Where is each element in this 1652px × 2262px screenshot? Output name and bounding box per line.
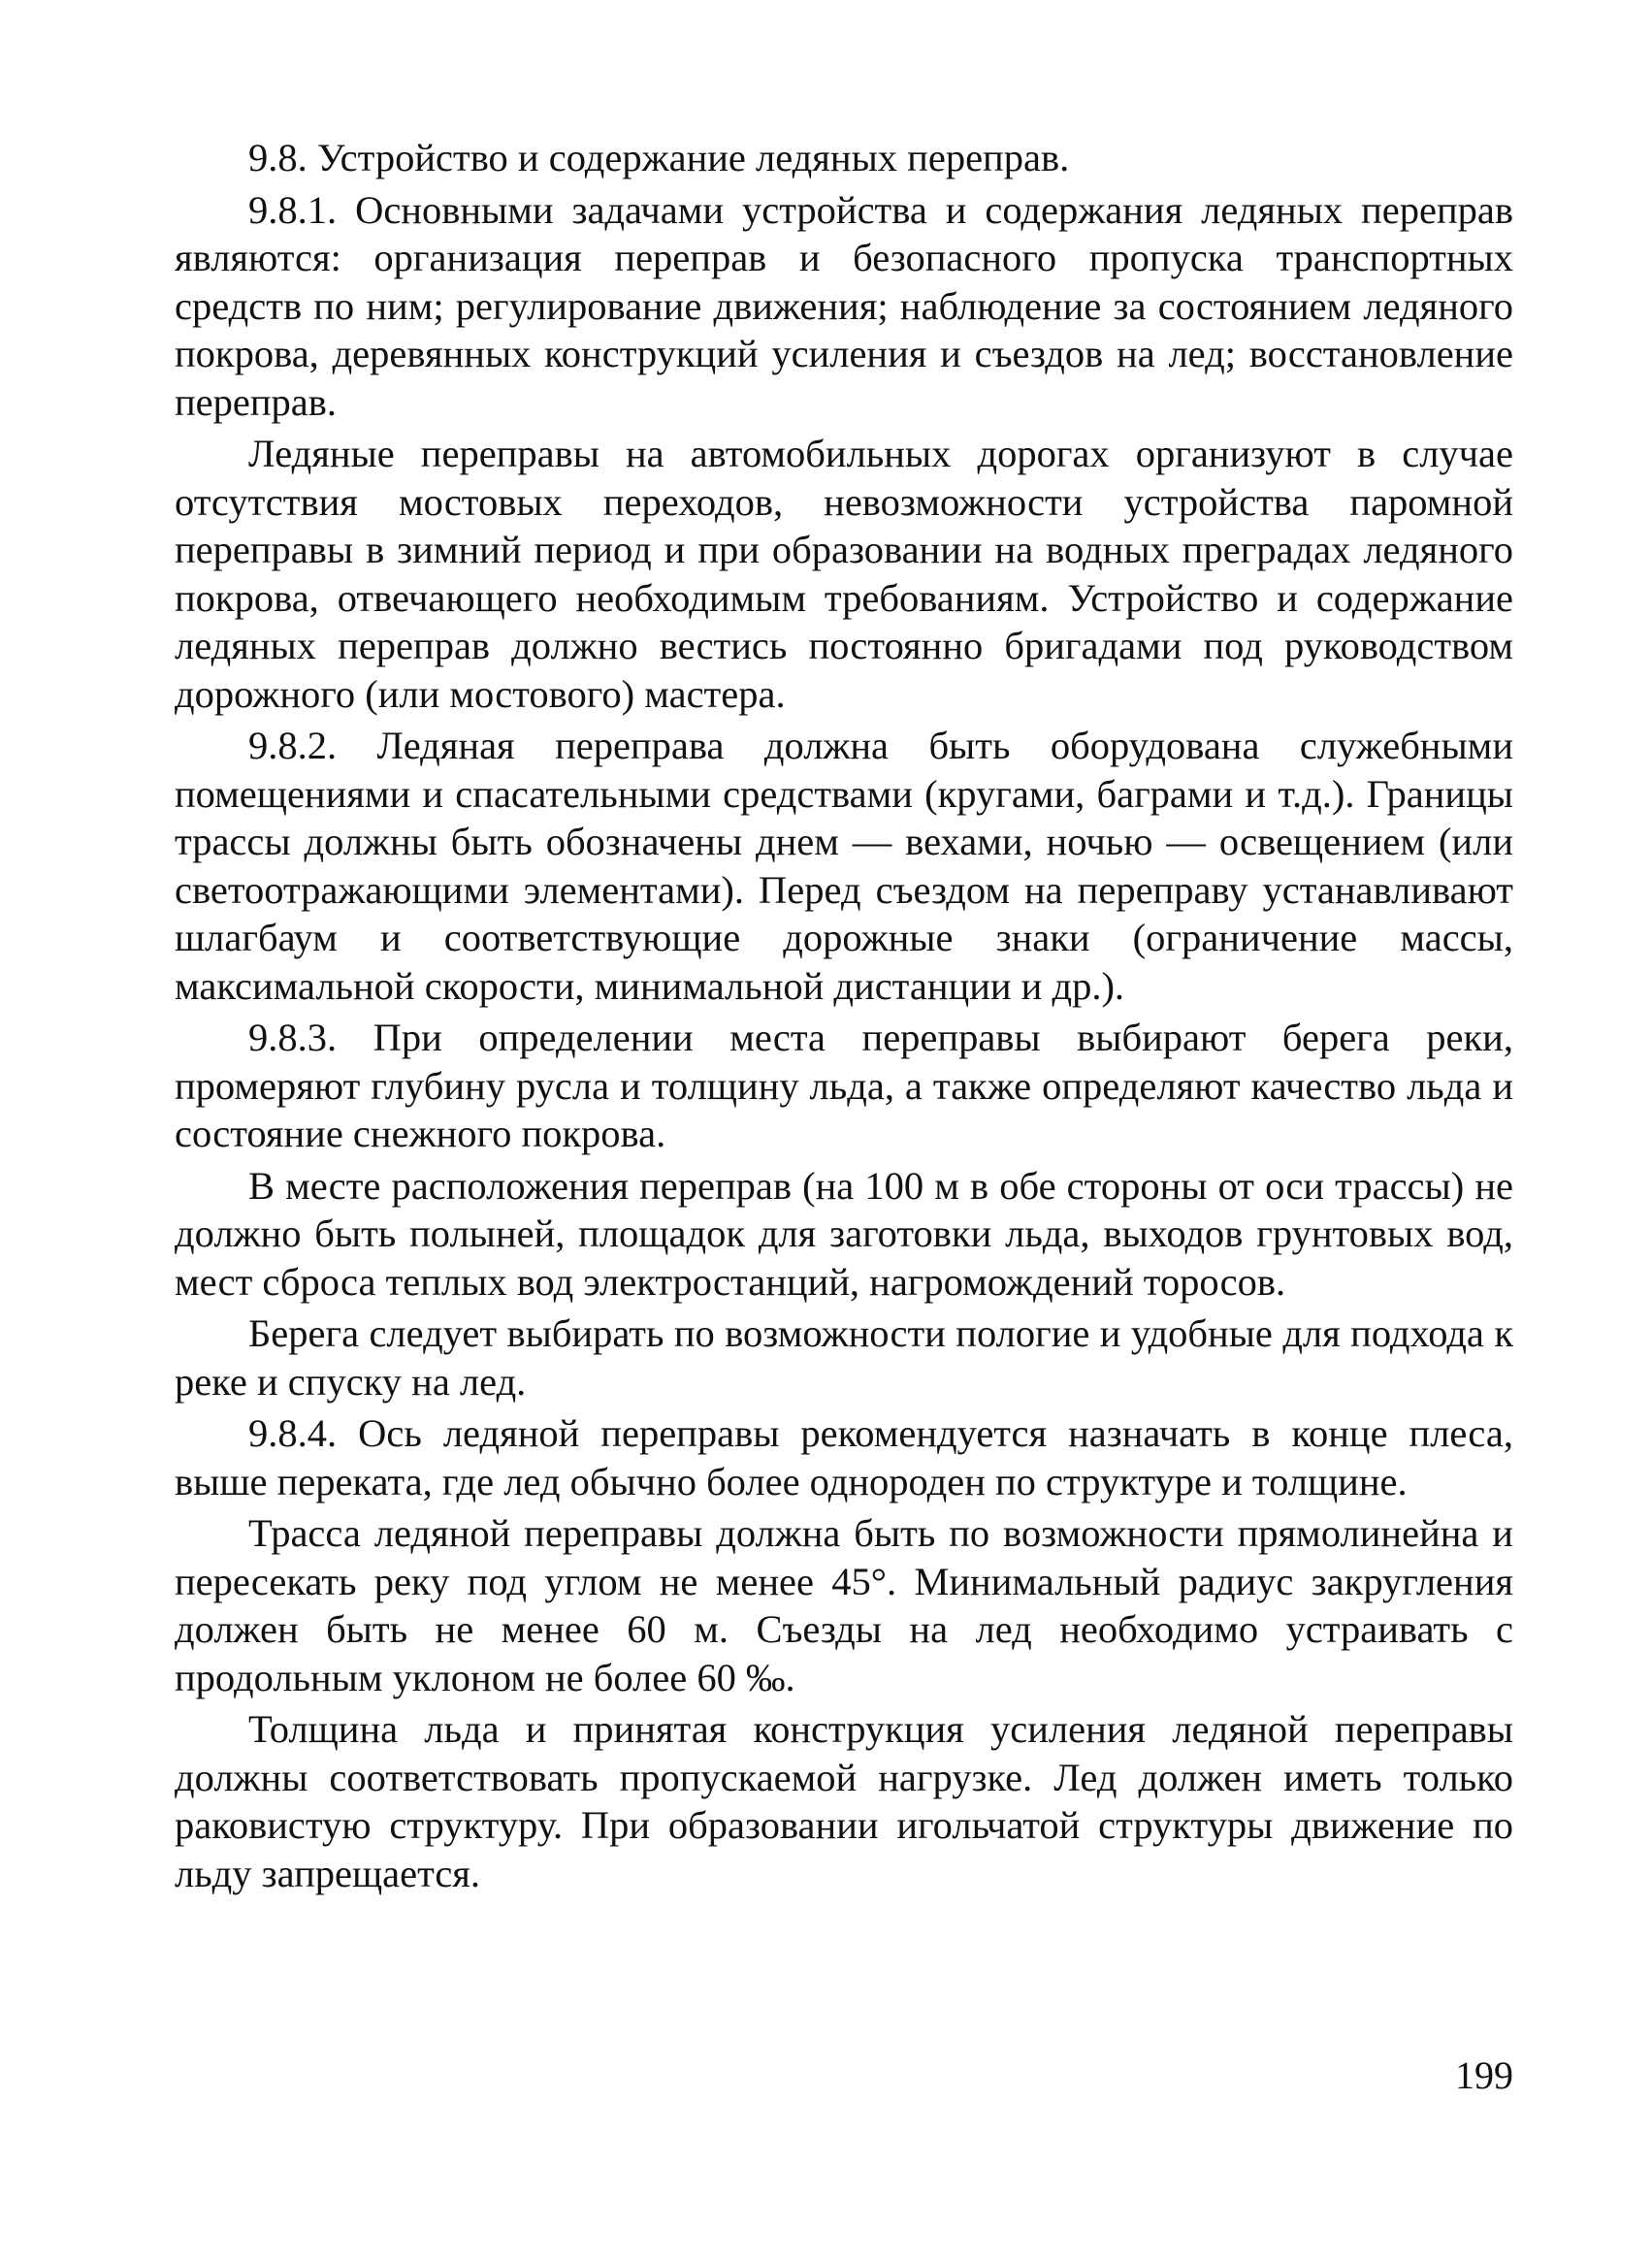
section-heading-9-8: 9.8. Устройство и содержание ледяных переправ. — [248, 136, 1070, 179]
page-body — [175, 134, 1513, 1897]
paragraph-9-8-1: 9.8.1. Основными задачами устройства и содержания ледяных переправ являются: организация переправ и безопасного пропуска транспортных средств по ним; регулирование движения; наблюдение за состоянием ледяного покрова, деревянных конструкций усиления и съездов на лед; восстановление переправ. — [175, 187, 1513, 424]
paragraph-ice-thickness: Толщина льда и принятая конструкция усиления ледяной переправы должны соответствовать пропускаемой нагрузке. Лед должен иметь только раковистую структуру. При образовании игольчатой структуры движение по льду запрещается. — [175, 1707, 1513, 1895]
paragraph-9-8-2: 9.8.2. Ледяная переправа должна быть оборудована служебными помещениями и спасательными средствами (кругами, баграми и т.д.). Границы трассы должны быть обозначены днем — вехами, ночью — освещением (или светоотражающими элементами). Перед съездом на переправу устанавливают шлагбаум и соответствующие дорожные знаки (ограничение массы, максимальной скорости, минимальной дистанции и др.). — [175, 724, 1513, 1008]
page-number: 199 — [1455, 2053, 1513, 2097]
paragraph-9-8-3: 9.8.3. При определении места переправы выбирают берега реки, промеряют глубину русла и толщину льда, а также определяют качество льда и состояние снежного покрова. — [175, 1016, 1513, 1155]
paragraph-route-geometry: Трасса ледяной переправы должна быть по возможности прямолинейна и пересекать реку под углом не менее 45°. Минимальный радиус закругления должен быть не менее 60 м. Съезды на лед необходимо устраивать с продольным уклоном не более 60 ‰. — [175, 1511, 1513, 1699]
paragraph-crossing-location: В месте расположения переправ (на 100 м в обе стороны от оси трассы) не должно быть полыней, площадок для заготовки льда, выходов грунтовых вод, мест сброса теплых вод электростанций, нагромождений торосов. — [175, 1163, 1513, 1304]
paragraph-9-8-4: 9.8.4. Ось ледяной переправы рекомендуется назначать в конце плеса, выше переката, где лед обычно более однороден по структуре и толщине. — [175, 1411, 1513, 1503]
paragraph-ice-crossings-organization: Ледяные переправы на автомобильных дорогах организуют в случае отсутствия мостовых переходов, невозможности устройства паромной переправы в зимний период и при образовании на водных преградах ледяного покрова, отвечающего необходимым требованиям. Устройство и содержание ледяных переправ должно вестись постоянно бригадами под руководством дорожного (или мостового) мастера. — [175, 432, 1513, 716]
paragraph-banks: Берега следует выбирать по возможности пологие и удобные для подхода к реке и спуску на лед. — [175, 1311, 1513, 1404]
